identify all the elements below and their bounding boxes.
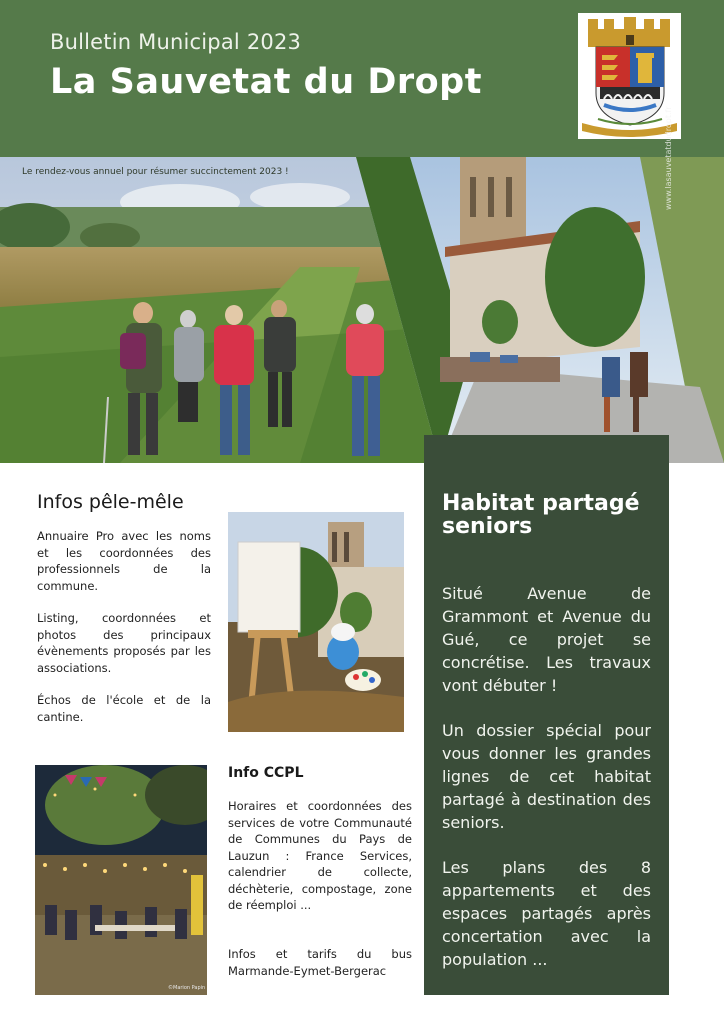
banner-tagline: Le rendez-vous annuel pour résumer succinctement 2023 ! [22, 167, 289, 177]
page-title: La Sauvetat du Dropt [50, 62, 482, 102]
habitat-paragraph-plans: Les plans des 8 appartements et des espaces partagés après concertation avec la population ... [442, 858, 651, 969]
ccpl-heading: Info CCPL [228, 765, 304, 781]
habitat-paragraph-dossier: Un dossier spécial pour vous donner les grandes lignes de cet habitat partagé à destination des seniors. [442, 721, 651, 832]
ccpl-paragraph-services: Horaires et coordonnées des services de votre Communauté de Communes du Pays de Lauzun : France Services, calendrier de collecte, déchèterie, compostage, zone de réemploi ... [228, 799, 412, 912]
habitat-heading: Habitat partagé seniors [442, 491, 640, 539]
infos-paragraph-listing: Listing, coordonnées et photos des principaux évènements proposés par les associations. [37, 611, 211, 675]
infos-paragraph-annuaire: Annuaire Pro avec les noms et les coordonnées des professionnels de la commune. [37, 529, 211, 593]
village-festival-photo [35, 765, 207, 995]
website-watermark: www.lasauvetatdudropt.fr [664, 106, 673, 210]
habitat-paragraph-location: Situé Avenue de Grammont et Avenue du Gué, ce projet se concrétise. Les travaux vont débuter ! [442, 584, 651, 695]
infos-heading: Infos pêle-mêle [37, 491, 184, 513]
photo-banner [0, 157, 724, 463]
bulletin-subtitle: Bulletin Municipal 2023 [50, 30, 302, 54]
infos-paragraph-echos: Échos de l'école et de la cantine. [37, 693, 211, 724]
easel-photo [228, 512, 404, 732]
photo-credit: ©Marion Papin [168, 985, 206, 991]
header-band [0, 0, 724, 157]
ccpl-paragraph-bus: Infos et tarifs du bus Marmande-Eymet-Bergerac [228, 947, 412, 978]
